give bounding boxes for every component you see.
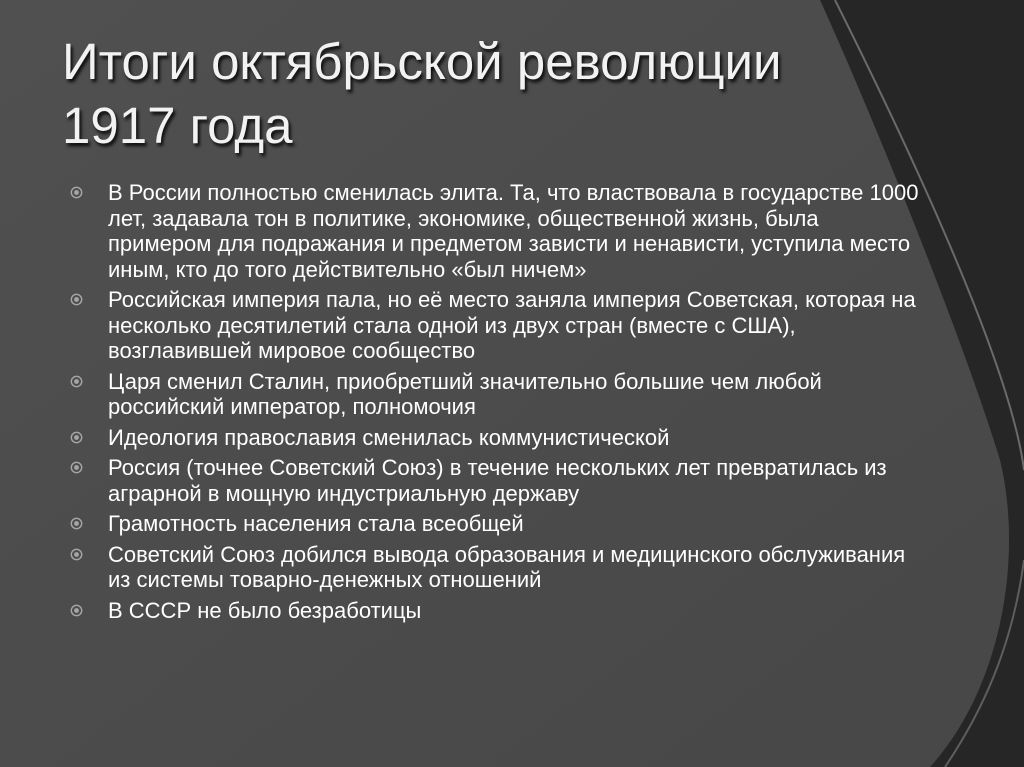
- bullet-text: Российская империя пала, но её место заняла империя Советская, которая на несколько десятилетий стала одной из двух стран (вместе с США), возглавившей мировое сообщество: [108, 287, 916, 363]
- slide-title-line-2: 1917 года: [62, 97, 293, 154]
- circled-dot-icon: [70, 293, 83, 306]
- bullet-item: [68, 598, 928, 624]
- bullet-text: В СССР не было безработицы: [108, 597, 422, 623]
- bullet-item: [68, 287, 928, 364]
- bullet-list: [68, 180, 928, 628]
- circled-dot-icon: [70, 461, 83, 474]
- bullet-text: Царя сменил Сталин, приобретший значительно большие чем любой российский император, полномочия: [108, 368, 822, 419]
- bullet-text: Россия (точнее Советский Союз) в течение нескольких лет превратилась из аграрной в мощную индустриальную державу: [108, 455, 887, 506]
- bullet-item: [68, 425, 928, 451]
- circled-dot-icon: [70, 517, 83, 530]
- bullet-text: В России полностью сменилась элита. Та, что властвовала в государстве 1000 лет, задавала тон в политике, экономике, общественной жизнь, была примером для подражания и предметом зависти и ненависти, уступила место иным, кто до того действительно «был ничем»: [108, 180, 919, 282]
- bullet-item: [68, 369, 928, 420]
- circled-dot-icon: [70, 604, 83, 617]
- bullet-item: [68, 455, 928, 506]
- slide-title: [62, 30, 962, 158]
- circled-dot-icon: [70, 186, 83, 199]
- bullet-item: [68, 511, 928, 537]
- circled-dot-icon: [70, 431, 83, 444]
- circled-dot-icon: [70, 375, 83, 388]
- bullet-item: [68, 542, 928, 593]
- circled-dot-icon: [70, 548, 83, 561]
- bullet-item: [68, 180, 928, 282]
- bullet-text: Идеология православия сменилась коммунистической: [108, 424, 670, 450]
- bullet-text: Грамотность населения стала всеобщей: [108, 511, 524, 536]
- bullet-text: Советский Союз добился вывода образования и медицинского обслуживания из системы товарно-денежных отношений: [108, 541, 906, 592]
- slide-title-line-1: Итоги октябрьской революции: [62, 33, 782, 90]
